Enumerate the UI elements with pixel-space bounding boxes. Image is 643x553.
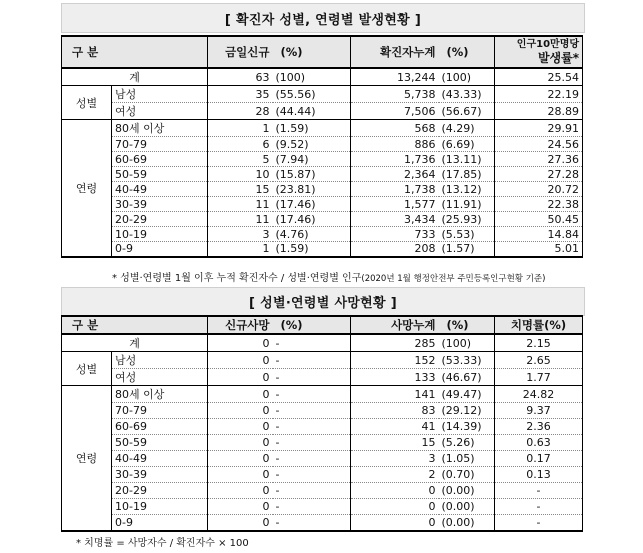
cell-rate: 24.82 — [495, 386, 583, 403]
cell-total: 1,577 — [351, 197, 439, 212]
cell-new: 15 — [208, 182, 273, 197]
cell-new: 0 — [208, 403, 273, 419]
cell-new-pct: - — [273, 386, 351, 403]
row-label: 남성 — [112, 86, 208, 103]
row-label: 30-39 — [112, 197, 208, 212]
footnote-source: (2020년 1월 행정안전부 주민등록인구현황 기준) — [361, 274, 546, 284]
cell-new: 0 — [208, 369, 273, 386]
header-rate-line2: 발생률* — [537, 51, 580, 65]
row-label: 계 — [62, 68, 208, 86]
cell-new-pct: (100) — [273, 68, 351, 86]
cell-rate: 0.17 — [495, 451, 583, 467]
cell-new-pct: - — [273, 352, 351, 369]
cell-rate: - — [495, 483, 583, 499]
group-label-age: 연령 — [62, 120, 112, 257]
cell-new: 0 — [208, 419, 273, 435]
header-new-deaths: 신규사망 — [208, 316, 273, 334]
cell-rate: 20.72 — [495, 182, 583, 197]
table-row-total — [62, 68, 583, 86]
cell-new: 28 — [208, 103, 273, 120]
cell-rate: 5.01 — [495, 242, 583, 257]
cell-rate: - — [495, 499, 583, 515]
cell-total-pct: (0.00) — [439, 499, 495, 515]
cell-new-pct: - — [273, 334, 351, 352]
cell-total: 141 — [351, 386, 439, 403]
cell-total-pct: (25.93) — [439, 212, 495, 227]
table-row — [62, 86, 583, 103]
cell-new-pct: - — [273, 483, 351, 499]
cell-total-pct: (13.12) — [439, 182, 495, 197]
row-label: 30-39 — [112, 467, 208, 483]
cell-new-pct: (17.46) — [273, 197, 351, 212]
row-label: 70-79 — [112, 403, 208, 419]
footnote-main: * 성별·연령별 1월 이후 누적 확진자수 / 성별·연령별 인구 — [112, 273, 362, 284]
cell-total: 15 — [351, 435, 439, 451]
cell-rate: - — [495, 515, 583, 531]
table-row — [62, 467, 583, 483]
confirmed-cases-title: [ 확진자 성별, 연령별 발생현황 ] — [61, 3, 585, 33]
cell-new-pct: (1.59) — [273, 242, 351, 257]
cell-new: 0 — [208, 483, 273, 499]
deaths-title: [ 성별·연령별 사망현황 ] — [61, 287, 585, 316]
table-row — [62, 515, 583, 531]
cell-total-pct: (100) — [439, 68, 495, 86]
cell-new-pct: - — [273, 435, 351, 451]
cell-total-pct: (5.26) — [439, 435, 495, 451]
header-pct: (%) — [439, 316, 495, 334]
table-row — [62, 152, 583, 167]
cell-new: 0 — [208, 435, 273, 451]
table-row — [62, 167, 583, 182]
cell-total: 152 — [351, 352, 439, 369]
cell-total: 208 — [351, 242, 439, 257]
row-label: 40-49 — [112, 182, 208, 197]
row-label: 80세 이상 — [112, 386, 208, 403]
cell-rate: 0.13 — [495, 467, 583, 483]
cell-new: 1 — [208, 120, 273, 137]
table-row — [62, 182, 583, 197]
table-row — [62, 451, 583, 467]
cell-rate: 22.38 — [495, 197, 583, 212]
cell-total: 2 — [351, 467, 439, 483]
table-row-total — [62, 334, 583, 352]
group-label-age: 연령 — [62, 386, 112, 531]
cell-total-pct: (49.47) — [439, 386, 495, 403]
cell-total: 733 — [351, 227, 439, 242]
cell-total-pct: (100) — [439, 334, 495, 352]
cell-total: 3 — [351, 451, 439, 467]
row-label: 20-29 — [112, 212, 208, 227]
header-pct: (%) — [273, 316, 351, 334]
row-label: 남성 — [112, 352, 208, 369]
cell-new: 0 — [208, 334, 273, 352]
cell-new: 0 — [208, 467, 273, 483]
row-label: 여성 — [112, 103, 208, 120]
cell-new: 3 — [208, 227, 273, 242]
cell-rate: 2.15 — [495, 334, 583, 352]
cell-new: 6 — [208, 137, 273, 152]
cell-total-pct: (11.91) — [439, 197, 495, 212]
table-row — [62, 120, 583, 137]
cell-total: 3,434 — [351, 212, 439, 227]
cell-rate: 24.56 — [495, 137, 583, 152]
cell-new-pct: - — [273, 451, 351, 467]
header-fatality-rate: 치명률(%) — [495, 316, 583, 334]
table-row — [62, 352, 583, 369]
cell-total-pct: (14.39) — [439, 419, 495, 435]
cell-total-pct: (0.00) — [439, 483, 495, 499]
cell-rate: 50.45 — [495, 212, 583, 227]
group-label-sex: 성별 — [62, 352, 112, 386]
cell-total: 0 — [351, 483, 439, 499]
row-label: 여성 — [112, 369, 208, 386]
row-label: 60-69 — [112, 152, 208, 167]
cell-new: 0 — [208, 451, 273, 467]
cell-rate: 27.28 — [495, 167, 583, 182]
cell-total-pct: (0.70) — [439, 467, 495, 483]
table-row — [62, 103, 583, 120]
row-label: 10-19 — [112, 499, 208, 515]
cell-total: 7,506 — [351, 103, 439, 120]
cell-rate: 1.77 — [495, 369, 583, 386]
cell-new-pct: (17.46) — [273, 212, 351, 227]
cell-new-pct: - — [273, 369, 351, 386]
row-label: 40-49 — [112, 451, 208, 467]
cell-rate: 9.37 — [495, 403, 583, 419]
cell-new: 0 — [208, 386, 273, 403]
cell-new: 63 — [208, 68, 273, 86]
row-label: 50-59 — [112, 435, 208, 451]
table-header-row — [62, 316, 583, 334]
table-header-row — [62, 36, 583, 68]
incidence-footnote — [112, 269, 545, 284]
cell-new-pct: - — [273, 515, 351, 531]
row-label: 10-19 — [112, 227, 208, 242]
row-label: 0-9 — [112, 515, 208, 531]
header-pct: (%) — [439, 36, 495, 68]
cell-total-pct: (4.29) — [439, 120, 495, 137]
cell-total-pct: (6.69) — [439, 137, 495, 152]
cell-new-pct: (4.76) — [273, 227, 351, 242]
confirmed-cases-table — [61, 35, 583, 258]
cell-new: 0 — [208, 515, 273, 531]
cell-new-pct: - — [273, 499, 351, 515]
cell-rate: 22.19 — [495, 86, 583, 103]
row-label: 80세 이상 — [112, 120, 208, 137]
cell-new-pct: (9.52) — [273, 137, 351, 152]
cell-total: 1,738 — [351, 182, 439, 197]
fatality-footnote: * 치명률 = 사망자수 / 확진자수 × 100 — [76, 538, 249, 549]
cell-total-pct: (53.33) — [439, 352, 495, 369]
cell-total: 0 — [351, 515, 439, 531]
row-label: 20-29 — [112, 483, 208, 499]
cell-new-pct: (15.87) — [273, 167, 351, 182]
table-row — [62, 483, 583, 499]
row-label: 50-59 — [112, 167, 208, 182]
cell-new: 11 — [208, 197, 273, 212]
header-total-cases: 확진자누계 — [351, 36, 439, 68]
header-incidence-rate — [495, 36, 583, 68]
table-row — [62, 403, 583, 419]
cell-new-pct: (55.56) — [273, 86, 351, 103]
cell-total: 886 — [351, 137, 439, 152]
cell-new-pct: (44.44) — [273, 103, 351, 120]
cell-rate: 29.91 — [495, 120, 583, 137]
cell-rate: 2.36 — [495, 419, 583, 435]
cell-rate: 0.63 — [495, 435, 583, 451]
group-label-sex: 성별 — [62, 86, 112, 120]
cell-rate: 14.84 — [495, 227, 583, 242]
cell-new: 10 — [208, 167, 273, 182]
cell-new-pct: (23.81) — [273, 182, 351, 197]
deaths-table — [61, 315, 583, 532]
cell-rate: 2.65 — [495, 352, 583, 369]
cell-rate: 25.54 — [495, 68, 583, 86]
table-row — [62, 369, 583, 386]
cell-rate: 27.36 — [495, 152, 583, 167]
header-category: 구 분 — [62, 316, 208, 334]
cell-total-pct: (1.05) — [439, 451, 495, 467]
cell-new: 0 — [208, 352, 273, 369]
cell-total-pct: (5.53) — [439, 227, 495, 242]
table-row — [62, 419, 583, 435]
row-label: 60-69 — [112, 419, 208, 435]
table-row — [62, 386, 583, 403]
cell-total-pct: (43.33) — [439, 86, 495, 103]
cell-total: 83 — [351, 403, 439, 419]
cell-total: 285 — [351, 334, 439, 352]
table-row — [62, 137, 583, 152]
table-row — [62, 499, 583, 515]
cell-total-pct: (1.57) — [439, 242, 495, 257]
row-label: 0-9 — [112, 242, 208, 257]
cell-new-pct: (7.94) — [273, 152, 351, 167]
header-new-cases: 금일신규 — [208, 36, 273, 68]
cell-total: 13,244 — [351, 68, 439, 86]
table-row — [62, 435, 583, 451]
header-category: 구 분 — [62, 36, 208, 68]
row-label: 70-79 — [112, 137, 208, 152]
cell-total-pct: (13.11) — [439, 152, 495, 167]
cell-new-pct: - — [273, 467, 351, 483]
table-row — [62, 227, 583, 242]
cell-new: 5 — [208, 152, 273, 167]
cell-total: 568 — [351, 120, 439, 137]
header-rate-line1: 인구10만명당 — [516, 39, 580, 50]
cell-total-pct: (0.00) — [439, 515, 495, 531]
table-row — [62, 197, 583, 212]
header-total-deaths: 사망누계 — [351, 316, 439, 334]
cell-new-pct: - — [273, 419, 351, 435]
cell-total-pct: (56.67) — [439, 103, 495, 120]
cell-total: 0 — [351, 499, 439, 515]
cell-new: 0 — [208, 499, 273, 515]
cell-total: 41 — [351, 419, 439, 435]
cell-total: 133 — [351, 369, 439, 386]
cell-new: 11 — [208, 212, 273, 227]
cell-total: 2,364 — [351, 167, 439, 182]
table-row — [62, 212, 583, 227]
table-row — [62, 242, 583, 257]
cell-total-pct: (29.12) — [439, 403, 495, 419]
cell-total: 1,736 — [351, 152, 439, 167]
cell-total-pct: (46.67) — [439, 369, 495, 386]
cell-new-pct: (1.59) — [273, 120, 351, 137]
cell-total: 5,738 — [351, 86, 439, 103]
cell-new: 1 — [208, 242, 273, 257]
cell-new: 35 — [208, 86, 273, 103]
cell-total-pct: (17.85) — [439, 167, 495, 182]
row-label: 계 — [62, 334, 208, 352]
header-pct: (%) — [273, 36, 351, 68]
cell-rate: 28.89 — [495, 103, 583, 120]
cell-new-pct: - — [273, 403, 351, 419]
